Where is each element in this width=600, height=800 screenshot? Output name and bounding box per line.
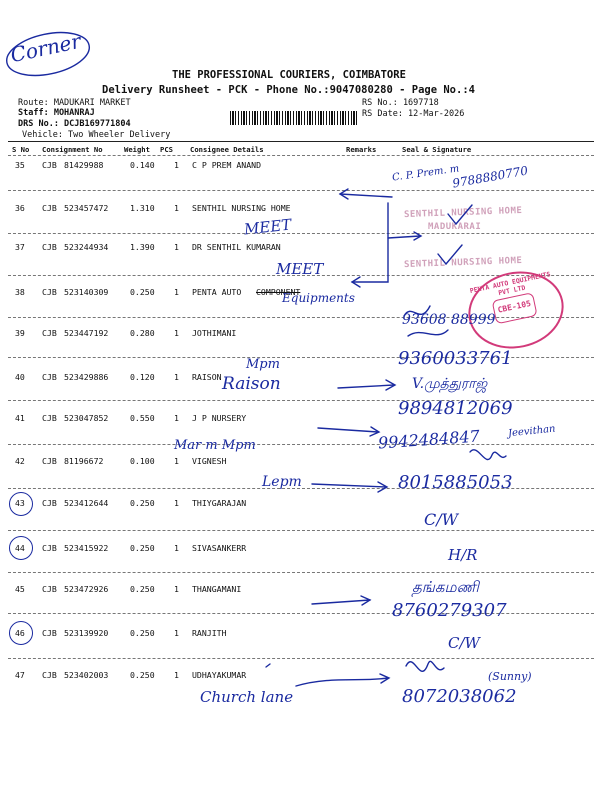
col-weight: Weight: [124, 145, 150, 154]
hw-r46-cw: C/W: [448, 634, 480, 652]
row-consignee: J P NURSERY: [192, 413, 247, 423]
hw-r37-meet: MEET: [243, 215, 293, 239]
row-consignment: 81196672: [64, 456, 104, 466]
col-consignee: Consignee Details: [190, 145, 264, 154]
hw-r47-tag: (Sunny): [488, 670, 532, 683]
row-prefix: CJB: [42, 456, 57, 466]
row-consignee: DR SENTHIL KUMARAN: [192, 242, 281, 252]
row-sno: 45: [15, 584, 25, 594]
row-pcs: 1: [174, 328, 179, 338]
rs-date: RS Date: 12-Mar-2026: [362, 109, 465, 119]
row-prefix: CJB: [42, 328, 57, 338]
row-prefix: CJB: [42, 287, 57, 297]
hw-r47-phone: 8072038062: [402, 686, 517, 707]
col-seal: Seal & Signature: [402, 145, 472, 154]
hw-r45-signature: தங்கமணி: [412, 578, 479, 596]
row-consignee: C P PREM ANAND: [192, 160, 262, 170]
row-consignment: 523447192: [64, 328, 109, 338]
row-weight: 0.250: [130, 543, 155, 553]
vehicle-label: Vehicle: Two Wheeler Delivery: [22, 130, 171, 140]
drs-label: DRS No.: DCJB169771804: [18, 119, 131, 129]
row-weight: 0.250: [130, 584, 155, 594]
row-sno: 37: [15, 242, 25, 252]
hw-r38-phone: 93608 88999: [402, 312, 496, 328]
row-consignment: 523429886: [64, 372, 109, 382]
row-pcs: 1: [174, 413, 179, 423]
col-pcs: PCS: [160, 145, 173, 154]
row-consignee: SENTHIL NURSING HOME: [192, 203, 291, 213]
row-consignee-struck: COMPONENT: [256, 287, 301, 297]
row-consignee: SIVASANKERR: [192, 543, 247, 553]
rs-number: RS No.: 1697718: [362, 98, 439, 108]
row-sno: 35: [15, 160, 25, 170]
row-prefix: CJB: [42, 203, 57, 213]
row-sno: 36: [15, 203, 25, 213]
row-pcs: 1: [174, 160, 179, 170]
row-prefix: CJB: [42, 160, 57, 170]
seal-ring-text: PENTA AUTO EQUIPMENTS PVT LTD: [469, 270, 552, 298]
hw-r38-meet: MEET: [276, 260, 324, 278]
row-consignment: 523412644: [64, 498, 109, 508]
row-pcs: 1: [174, 498, 179, 508]
row-prefix: CJB: [42, 498, 57, 508]
hw-r43-phone: 8015885053: [398, 472, 513, 493]
hw-r43-area: Lepm: [262, 474, 302, 490]
row-consignee: VIGNESH: [192, 456, 227, 466]
row-prefix: CJB: [42, 628, 57, 638]
row-consignee: UDHAYAKUMAR: [192, 670, 247, 680]
nursing-home-stamp-place: MADUKARAI: [428, 222, 482, 232]
row-weight: 0.140: [130, 160, 155, 170]
hw-r44-hr: H/R: [448, 546, 478, 564]
staff-label: Staff: MOHANRAJ: [18, 108, 95, 118]
row-sno: 39: [15, 328, 25, 338]
route-label: Route: MADUKARI MARKET: [18, 98, 131, 108]
hw-r41-phone: 9894812069: [398, 398, 513, 419]
col-sno: S No: [12, 145, 30, 154]
row-pcs: 1: [174, 670, 179, 680]
hw-r35-signature: C. P. Prem. m: [391, 163, 460, 184]
row-pcs: 1: [174, 543, 179, 553]
row-consignee: THANGAMANI: [192, 584, 242, 594]
row-consignment: 523047852: [64, 413, 109, 423]
row-weight: 0.120: [130, 372, 155, 382]
row-weight: 0.250: [130, 287, 155, 297]
row-consignment: 523472926: [64, 584, 109, 594]
row-consignee: JOTHIMANI: [192, 328, 237, 338]
row-sno: 46: [15, 628, 25, 638]
row-prefix: CJB: [42, 543, 57, 553]
hw-r38-equipments: Equipments: [282, 291, 355, 305]
company-title: THE PROFESSIONAL COURIERS, COIMBATORE: [172, 69, 406, 81]
row-consignment: 523139920: [64, 628, 109, 638]
row-weight: 0.280: [130, 328, 155, 338]
row-pcs: 1: [174, 203, 179, 213]
hw-r35-phone: 9788880770: [451, 163, 529, 191]
row-consignment: 523244934: [64, 242, 109, 252]
hw-r45-phone: 8760279307: [392, 600, 507, 621]
row-consignment: 81429988: [64, 160, 104, 170]
runsheet-title: Delivery Runsheet - PCK - Phone No.:9047080280 - Page No.:4: [102, 84, 475, 96]
row-prefix: CJB: [42, 584, 57, 594]
row-consignment: 523457472: [64, 203, 109, 213]
row-weight: 0.100: [130, 456, 155, 466]
hw-r42-phone: 9942484847: [377, 426, 481, 453]
hw-r41-tag: Jeevithan: [507, 423, 557, 440]
row-pcs: 1: [174, 242, 179, 252]
row-prefix: CJB: [42, 242, 57, 252]
row-consignee: RAISON: [192, 372, 222, 382]
row-weight: 0.550: [130, 413, 155, 423]
row-sno: 40: [15, 372, 25, 382]
row-prefix: CJB: [42, 670, 57, 680]
row-sno: 47: [15, 670, 25, 680]
row-sno: 44: [15, 543, 25, 553]
row-pcs: 1: [174, 456, 179, 466]
row-consignment: 523402003: [64, 670, 109, 680]
hw-r39-phone: 9360033761: [398, 348, 513, 369]
hw-r40-raison: Raison: [222, 374, 281, 394]
row-prefix: CJB: [42, 372, 57, 382]
row-prefix: CJB: [42, 413, 57, 423]
row-pcs: 1: [174, 584, 179, 594]
row-sno: 42: [15, 456, 25, 466]
hw-r40-mpm: Mpm: [246, 357, 280, 372]
row-consignee: THIYGARAJAN: [192, 498, 247, 508]
row-pcs: 1: [174, 287, 179, 297]
row-consignment: 523140309: [64, 287, 109, 297]
row-pcs: 1: [174, 628, 179, 638]
row-weight: 0.250: [130, 498, 155, 508]
row-consignee: PENTA AUTO: [192, 287, 242, 297]
row-weight: 0.250: [130, 628, 155, 638]
row-sno: 41: [15, 413, 25, 423]
row-weight: 1.390: [130, 242, 155, 252]
nursing-home-stamp: SENTHIL NURSING HOME: [403, 205, 523, 221]
hw-r40-signature: V.முத்துராஜ்: [412, 376, 488, 392]
row-consignee: RANJITH: [192, 628, 227, 638]
hw-r47-note: Church lane: [200, 688, 294, 706]
nursing-home-stamp-2: SENTHIL NURSING HOME: [403, 255, 523, 271]
seal-center: CBE-105: [492, 292, 538, 324]
row-pcs: 1: [174, 372, 179, 382]
hw-r42-area: Mar m Mpm: [174, 438, 256, 453]
hw-r43-cw: C/W: [424, 510, 459, 529]
row-consignment: 523415922: [64, 543, 109, 553]
row-weight: 1.310: [130, 203, 155, 213]
row-sno: 43: [15, 498, 25, 508]
col-consignment: Consignment No: [42, 145, 103, 154]
col-remarks: Remarks: [346, 145, 377, 154]
corner-note: Corner: [8, 28, 83, 68]
row-weight: 0.250: [130, 670, 155, 680]
row-sno: 38: [15, 287, 25, 297]
